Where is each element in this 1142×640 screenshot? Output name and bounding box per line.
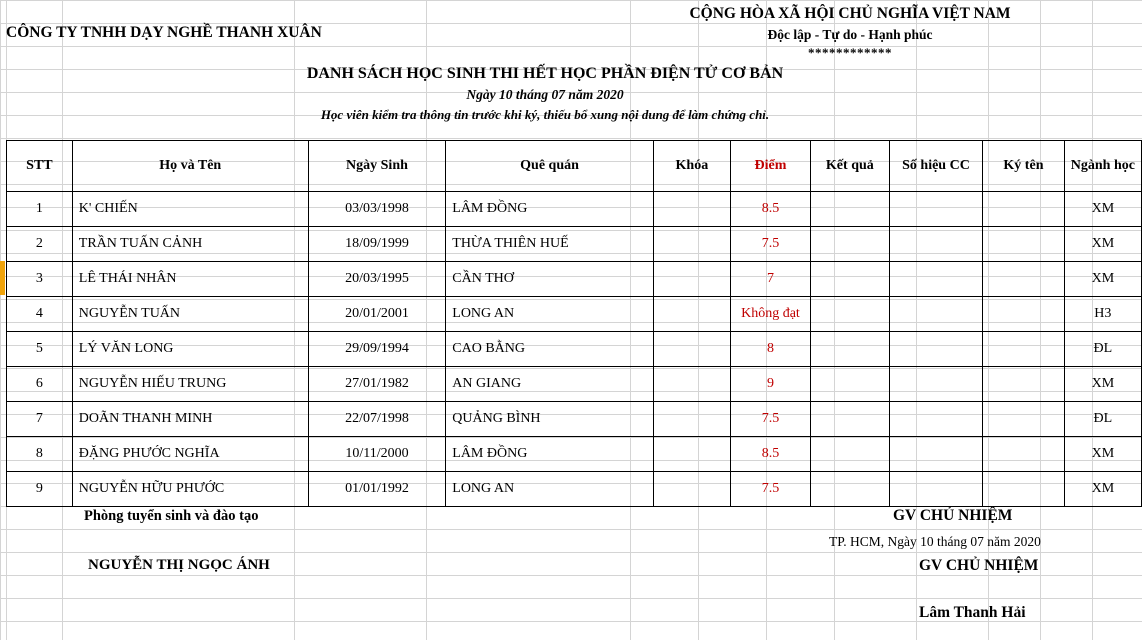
- cell-name[interactable]: NGUYỄN TUẤN: [72, 297, 308, 332]
- cell-result[interactable]: [810, 192, 889, 227]
- cell-result[interactable]: [810, 437, 889, 472]
- table-row: [7, 332, 1142, 367]
- cell-score[interactable]: 8.5: [730, 192, 810, 227]
- cell-course[interactable]: [653, 437, 730, 472]
- cell-name[interactable]: TRẦN TUẤN CẢNH: [72, 227, 308, 262]
- cell-stt[interactable]: 2: [7, 227, 73, 262]
- column-header-result: Kết quả: [810, 141, 889, 192]
- company-name: CÔNG TY TNHH DẠY NGHỀ THANH XUÂN: [6, 24, 322, 41]
- separator-stars: ************: [808, 45, 892, 60]
- cell-signature[interactable]: [983, 367, 1065, 402]
- table-row: [7, 227, 1142, 262]
- cell-dob[interactable]: 03/03/1998: [308, 192, 446, 227]
- cell-signature[interactable]: [983, 402, 1065, 437]
- table-row: [7, 367, 1142, 402]
- cell-dob[interactable]: 01/01/1992: [308, 472, 446, 507]
- cell-major[interactable]: H3: [1064, 297, 1141, 332]
- cell-hometown[interactable]: QUẢNG BÌNH: [446, 402, 654, 437]
- table-row: [7, 192, 1142, 227]
- cell-major[interactable]: XM: [1064, 192, 1141, 227]
- cell-stt[interactable]: 7: [7, 402, 73, 437]
- footer-right-title: GV CHỦ NHIỆM: [893, 507, 1013, 524]
- cell-score[interactable]: 7.5: [730, 472, 810, 507]
- cell-signature[interactable]: [983, 227, 1065, 262]
- cell-stt[interactable]: 8: [7, 437, 73, 472]
- cell-hometown[interactable]: LONG AN: [446, 472, 654, 507]
- cell-course[interactable]: [653, 332, 730, 367]
- cell-cert-number[interactable]: [889, 192, 982, 227]
- cell-course[interactable]: [653, 367, 730, 402]
- cell-stt[interactable]: 4: [7, 297, 73, 332]
- cell-result[interactable]: [810, 262, 889, 297]
- column-header-cert-number: Số hiệu CC: [889, 141, 982, 192]
- cell-cert-number[interactable]: [889, 297, 982, 332]
- table-row: [7, 402, 1142, 437]
- cell-name[interactable]: ĐẶNG PHƯỚC NGHĨA: [72, 437, 308, 472]
- table-row: [7, 437, 1142, 472]
- cell-cert-number[interactable]: [889, 262, 982, 297]
- cell-signature[interactable]: [983, 262, 1065, 297]
- footer-left-title: Phòng tuyển sinh và đào tạo: [84, 508, 259, 524]
- cell-score[interactable]: 7.5: [730, 402, 810, 437]
- cell-hometown[interactable]: LONG AN: [446, 297, 654, 332]
- cell-score[interactable]: 7.5: [730, 227, 810, 262]
- cell-major[interactable]: XM: [1064, 262, 1141, 297]
- cell-name[interactable]: LÝ VĂN LONG: [72, 332, 308, 367]
- cell-stt[interactable]: 5: [7, 332, 73, 367]
- cell-major[interactable]: XM: [1064, 437, 1141, 472]
- cell-cert-number[interactable]: [889, 402, 982, 437]
- cell-cert-number[interactable]: [889, 472, 982, 507]
- column-header-hometown: Quê quán: [446, 141, 654, 192]
- cell-dob[interactable]: 29/09/1994: [308, 332, 446, 367]
- cell-cert-number[interactable]: [889, 437, 982, 472]
- footer-right-place-date: TP. HCM, Ngày 10 tháng 07 năm 2020: [829, 534, 1041, 549]
- cell-name[interactable]: NGUYỄN HIẾU TRUNG: [72, 367, 308, 402]
- cell-course[interactable]: [653, 402, 730, 437]
- cell-name[interactable]: LÊ THÁI NHÂN: [72, 262, 308, 297]
- cell-dob[interactable]: 18/09/1999: [308, 227, 446, 262]
- column-header-course: Khóa: [653, 141, 730, 192]
- cell-signature[interactable]: [983, 437, 1065, 472]
- cell-cert-number[interactable]: [889, 332, 982, 367]
- cell-name[interactable]: NGUYỄN HỮU PHƯỚC: [72, 472, 308, 507]
- cell-result[interactable]: [810, 472, 889, 507]
- column-header-dob: Ngày Sinh: [308, 141, 446, 192]
- cell-hometown[interactable]: THỪA THIÊN HUẾ: [446, 227, 654, 262]
- cell-major[interactable]: XM: [1064, 472, 1141, 507]
- grid-row-line: [0, 575, 1142, 576]
- cell-hometown[interactable]: CẦN THƠ: [446, 262, 654, 297]
- column-header-score: Điểm: [730, 141, 810, 192]
- column-header-name: Họ và Tên: [72, 141, 308, 192]
- cell-result[interactable]: [810, 297, 889, 332]
- grid-row-line: [0, 529, 1142, 530]
- cell-result[interactable]: [810, 367, 889, 402]
- table-row: [7, 262, 1142, 297]
- cell-course[interactable]: [653, 192, 730, 227]
- nation-heading: CỘNG HÒA XÃ HỘI CHỦ NGHĨA VIỆT NAM: [689, 5, 1011, 22]
- footer-right-name: Lâm Thanh Hải: [919, 604, 1026, 621]
- cell-name[interactable]: DOÃN THANH MINH: [72, 402, 308, 437]
- grid-row-line: [0, 138, 1142, 139]
- document-note: Học viên kiểm tra thông tin trước khi ký, thiếu bổ xung nội dung để làm chứng chỉ.: [320, 107, 770, 122]
- cell-selection-marker: [0, 261, 5, 295]
- cell-hometown[interactable]: LÂM ĐỒNG: [446, 192, 654, 227]
- cell-score[interactable]: 7: [730, 262, 810, 297]
- cell-major[interactable]: XM: [1064, 227, 1141, 262]
- cell-major[interactable]: XM: [1064, 367, 1141, 402]
- cell-signature[interactable]: [983, 297, 1065, 332]
- table-row: [7, 472, 1142, 507]
- cell-dob[interactable]: 22/07/1998: [308, 402, 446, 437]
- footer-right-title-2: GV CHỦ NHIỆM: [919, 557, 1039, 574]
- cell-cert-number[interactable]: [889, 227, 982, 262]
- cell-hometown[interactable]: LÂM ĐỒNG: [446, 437, 654, 472]
- document-date: Ngày 10 tháng 07 năm 2020: [466, 87, 624, 102]
- document-title: DANH SÁCH HỌC SINH THI HẾT HỌC PHẦN ĐIỆN TỬ CƠ BẢN: [306, 65, 784, 82]
- cell-dob[interactable]: 10/11/2000: [308, 437, 446, 472]
- cell-major[interactable]: ĐL: [1064, 332, 1141, 367]
- footer-left-name: NGUYỄN THỊ NGỌC ÁNH: [88, 557, 270, 573]
- cell-signature[interactable]: [983, 472, 1065, 507]
- cell-stt[interactable]: 3: [7, 262, 73, 297]
- cell-course[interactable]: [653, 472, 730, 507]
- column-header-stt: STT: [7, 141, 73, 192]
- cell-major[interactable]: ĐL: [1064, 402, 1141, 437]
- cell-cert-number[interactable]: [889, 367, 982, 402]
- table-header-row: [7, 141, 1142, 192]
- cell-result[interactable]: [810, 332, 889, 367]
- cell-dob[interactable]: 20/01/2001: [308, 297, 446, 332]
- grid-row-line: [0, 552, 1142, 553]
- cell-result[interactable]: [810, 402, 889, 437]
- cell-course[interactable]: [653, 227, 730, 262]
- cell-stt[interactable]: 9: [7, 472, 73, 507]
- student-list-table: [6, 140, 1142, 507]
- cell-signature[interactable]: [983, 192, 1065, 227]
- cell-course[interactable]: [653, 262, 730, 297]
- cell-score[interactable]: 9: [730, 367, 810, 402]
- table-row: [7, 297, 1142, 332]
- cell-course[interactable]: [653, 297, 730, 332]
- grid-row-line: [0, 598, 1142, 599]
- column-header-signature: Ký tên: [983, 141, 1065, 192]
- cell-dob[interactable]: 20/03/1995: [308, 262, 446, 297]
- cell-name[interactable]: K' CHIẾN: [72, 192, 308, 227]
- column-header-major: Ngành học: [1064, 141, 1141, 192]
- cell-dob[interactable]: 27/01/1982: [308, 367, 446, 402]
- cell-score[interactable]: 8: [730, 332, 810, 367]
- cell-result[interactable]: [810, 227, 889, 262]
- cell-score[interactable]: Không đạt: [730, 297, 810, 332]
- cell-signature[interactable]: [983, 332, 1065, 367]
- cell-hometown[interactable]: CAO BẰNG: [446, 332, 654, 367]
- cell-score[interactable]: 8.5: [730, 437, 810, 472]
- nation-motto: Độc lập - Tự do - Hạnh phúc: [767, 27, 933, 42]
- cell-stt[interactable]: 1: [7, 192, 73, 227]
- cell-stt[interactable]: 6: [7, 367, 73, 402]
- cell-hometown[interactable]: AN GIANG: [446, 367, 654, 402]
- grid-row-line: [0, 0, 1142, 1]
